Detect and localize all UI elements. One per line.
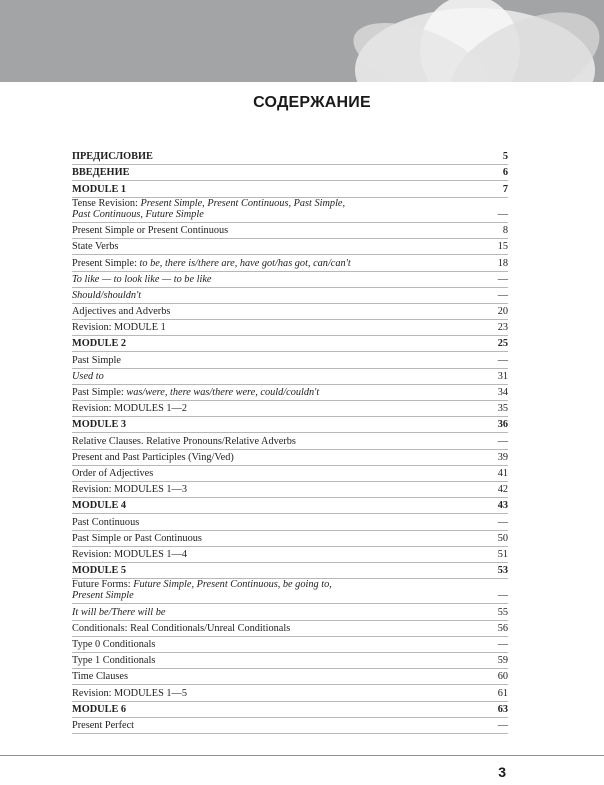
- toc-row: [72, 288, 508, 304]
- toc-row: [72, 563, 508, 579]
- toc-entry-page: 50: [497, 532, 508, 544]
- toc-entry-segment: MODULE 4: [72, 500, 127, 512]
- toc-entry-segment: Past Simple or Past Continuous: [72, 532, 202, 544]
- toc-row: [72, 239, 508, 255]
- toc-entry-segment: ВВЕДЕНИЕ: [72, 167, 130, 179]
- toc-entry-page: 6: [502, 167, 508, 179]
- toc-entry-segment: Past Simple:: [72, 387, 127, 399]
- toc-entry-title: [72, 688, 488, 699]
- toc-row: [72, 482, 508, 498]
- toc-entry-page: —: [497, 639, 508, 651]
- toc-row: [72, 352, 508, 368]
- toc-entry-segment: Present Simple or Present Continuous: [72, 225, 229, 237]
- toc-row: [72, 369, 508, 385]
- toc-entry-page: 5: [502, 151, 508, 163]
- toc-entry-page: 20: [497, 306, 508, 318]
- toc-entry-segment: Relative Clauses. Relative Pronouns/Relative Adverbs: [72, 435, 296, 447]
- toc-entry-segment: Future Simple, Present Continuous, be going to, Present Simple: [72, 579, 332, 602]
- toc-entry-segment: Conditionals: Real Conditionals/Unreal Conditionals: [72, 622, 291, 634]
- toc-row: [72, 320, 508, 336]
- toc-entry-page: 55: [497, 606, 508, 618]
- toc-entry-title: [72, 579, 488, 601]
- page-number: 3: [498, 764, 506, 780]
- toc-entry-segment: Revision: MODULES 1—5: [72, 687, 187, 699]
- toc-row: [72, 637, 508, 653]
- toc-entry-page: 53: [497, 565, 508, 577]
- toc-entry-segment: MODULE 6: [72, 703, 127, 715]
- toc-row: [72, 498, 508, 514]
- toc-entry-page: —: [497, 719, 508, 731]
- toc-entry-segment: MODULE 3: [72, 419, 127, 431]
- toc-entry-page: 7: [502, 183, 508, 195]
- toc-entry-segment: to be, there is/there are, have got/has got, can/can't: [139, 257, 351, 269]
- toc-row: [72, 547, 508, 563]
- toc-entry-page: 43: [497, 500, 508, 512]
- toc-entry-title: [72, 371, 488, 382]
- toc-row: [72, 198, 508, 223]
- toc-entry-segment: Revision: MODULES 1—4: [72, 548, 187, 560]
- toc-entry-title: [72, 241, 488, 252]
- toc-entry-page: —: [497, 289, 508, 301]
- toc-entry-segment: Present Perfect: [72, 719, 135, 731]
- toc-entry-segment: It will be/There will be: [72, 606, 166, 618]
- toc-entry-title: [72, 639, 488, 650]
- toc-row: [72, 604, 508, 620]
- toc-entry-segment: Future Forms:: [72, 579, 134, 591]
- toc-entry-title: [72, 274, 488, 285]
- toc-entry-segment: Type 1 Conditionals: [72, 655, 156, 667]
- toc-entry-title: [72, 655, 488, 666]
- toc-row: [72, 433, 508, 449]
- toc-entry-page: 61: [497, 687, 508, 699]
- toc-entry-title: [72, 607, 488, 618]
- toc-entry-segment: Tense Revision:: [72, 197, 141, 209]
- toc-entry-page: 36: [497, 419, 508, 431]
- toc-entry-page: 39: [497, 451, 508, 463]
- toc-entry-segment: MODULE 2: [72, 338, 127, 350]
- toc-row: [72, 531, 508, 547]
- toc-entry-page: 18: [497, 257, 508, 269]
- toc-entry-page: 25: [497, 338, 508, 350]
- toc-row: [72, 621, 508, 637]
- toc-entry-title: [72, 225, 488, 236]
- toc-entry-title: [72, 403, 488, 414]
- toc-entry-title: [72, 387, 488, 398]
- toc-entry-title: [72, 151, 488, 162]
- toc-entry-title: [72, 720, 488, 731]
- toc-entry-segment: Revision: MODULES 1—2: [72, 403, 187, 415]
- toc-entry-title: [72, 290, 488, 301]
- header-band: [0, 0, 604, 82]
- toc-row: [72, 165, 508, 181]
- toc-entry-segment: Revision: MODULES 1—3: [72, 484, 187, 496]
- toc-entry-page: 31: [497, 370, 508, 382]
- toc-entry-title: [72, 338, 488, 349]
- toc-entry-title: [72, 671, 488, 682]
- toc-row: [72, 466, 508, 482]
- toc-row: [72, 272, 508, 288]
- toc-entry-page: 63: [497, 703, 508, 715]
- decorative-petals: [0, 0, 604, 82]
- toc-entry-title: [72, 500, 488, 511]
- toc-entry-title: [72, 198, 488, 220]
- toc-entry-page: —: [497, 435, 508, 447]
- toc-entry-segment: Adjectives and Adverbs: [72, 306, 171, 318]
- toc-row: [72, 669, 508, 685]
- toc-entry-segment: Revision: MODULE 1: [72, 322, 166, 334]
- toc-entry-page: 8: [502, 225, 508, 237]
- toc-entry-page: 41: [497, 467, 508, 479]
- toc-row: [72, 579, 508, 604]
- toc-entry-segment: MODULE 1: [72, 183, 127, 195]
- toc-entry-page: 15: [497, 241, 508, 253]
- toc-row: [72, 718, 508, 734]
- toc-row: [72, 417, 508, 433]
- toc-row: [72, 223, 508, 239]
- toc-entry-segment: To like — to look like — to be like: [72, 273, 212, 285]
- toc-entry-title: [72, 533, 488, 544]
- toc-entry-page: 51: [497, 548, 508, 560]
- toc-entry-page: 23: [497, 322, 508, 334]
- toc-entry-title: [72, 484, 488, 495]
- toc-entry-title: [72, 322, 488, 333]
- toc-entry-segment: Present Simple, Present Continuous, Past Simple, Past Continuous, Future Simple: [72, 197, 346, 220]
- toc-entry-page: —: [497, 516, 508, 528]
- toc-row: [72, 385, 508, 401]
- toc-entry-page: —: [497, 590, 508, 602]
- toc-entry-page: 59: [497, 655, 508, 667]
- toc-entry-page: 60: [497, 671, 508, 683]
- toc-entry-page: —: [497, 208, 508, 220]
- table-of-contents: [72, 149, 508, 734]
- toc-entry-title: [72, 419, 488, 430]
- toc-entry-title: [72, 167, 488, 178]
- toc-entry-segment: was/were, there was/there were, could/couldn't: [126, 387, 320, 399]
- toc-entry-segment: MODULE 5: [72, 565, 127, 577]
- toc-row: [72, 401, 508, 417]
- toc-entry-segment: Present and Past Participles (Ving/Ved): [72, 451, 234, 463]
- toc-row: [72, 702, 508, 718]
- toc-entry-page: 35: [497, 403, 508, 415]
- toc-entry-title: [72, 623, 488, 634]
- toc-entry-title: [72, 452, 488, 463]
- toc-entry-segment: Used to: [72, 370, 104, 382]
- toc-row: [72, 255, 508, 271]
- toc-entry-page: 56: [497, 622, 508, 634]
- page-title: СОДЕРЖАНИЕ: [253, 94, 371, 111]
- toc-entry-segment: Type 0 Conditionals: [72, 639, 156, 651]
- toc-entry-title: [72, 704, 488, 715]
- toc-entry-title: [72, 468, 488, 479]
- toc-entry-segment: Should/shouldn't: [72, 289, 142, 301]
- toc-row: [72, 685, 508, 701]
- toc-entry-segment: Past Continuous: [72, 516, 140, 528]
- toc-entry-title: [72, 565, 488, 576]
- toc-entry-segment: Time Clauses: [72, 671, 128, 683]
- toc-entry-page: —: [497, 273, 508, 285]
- toc-row: [72, 336, 508, 352]
- toc-entry-title: [72, 517, 488, 528]
- toc-entry-title: [72, 258, 488, 269]
- footer-rule: [0, 755, 604, 756]
- toc-row: [72, 514, 508, 530]
- toc-entry-segment: Past Simple: [72, 354, 121, 366]
- toc-entry-title: [72, 549, 488, 560]
- toc-entry-page: 42: [497, 484, 508, 496]
- toc-row: [72, 304, 508, 320]
- toc-entry-title: [72, 355, 488, 366]
- toc-row: [72, 181, 508, 197]
- toc-entry-title: [72, 306, 488, 317]
- toc-entry-page: —: [497, 354, 508, 366]
- toc-entry-segment: Present Simple:: [72, 257, 140, 269]
- toc-row: [72, 149, 508, 165]
- toc-entry-title: [72, 436, 488, 447]
- toc-entry-segment: Order of Adjectives: [72, 467, 154, 479]
- toc-row: [72, 653, 508, 669]
- toc-entry-title: [72, 184, 488, 195]
- toc-entry-segment: ПРЕДИСЛОВИЕ: [72, 151, 153, 163]
- toc-entry-segment: State Verbs: [72, 241, 119, 253]
- toc-row: [72, 450, 508, 466]
- toc-entry-page: 34: [497, 387, 508, 399]
